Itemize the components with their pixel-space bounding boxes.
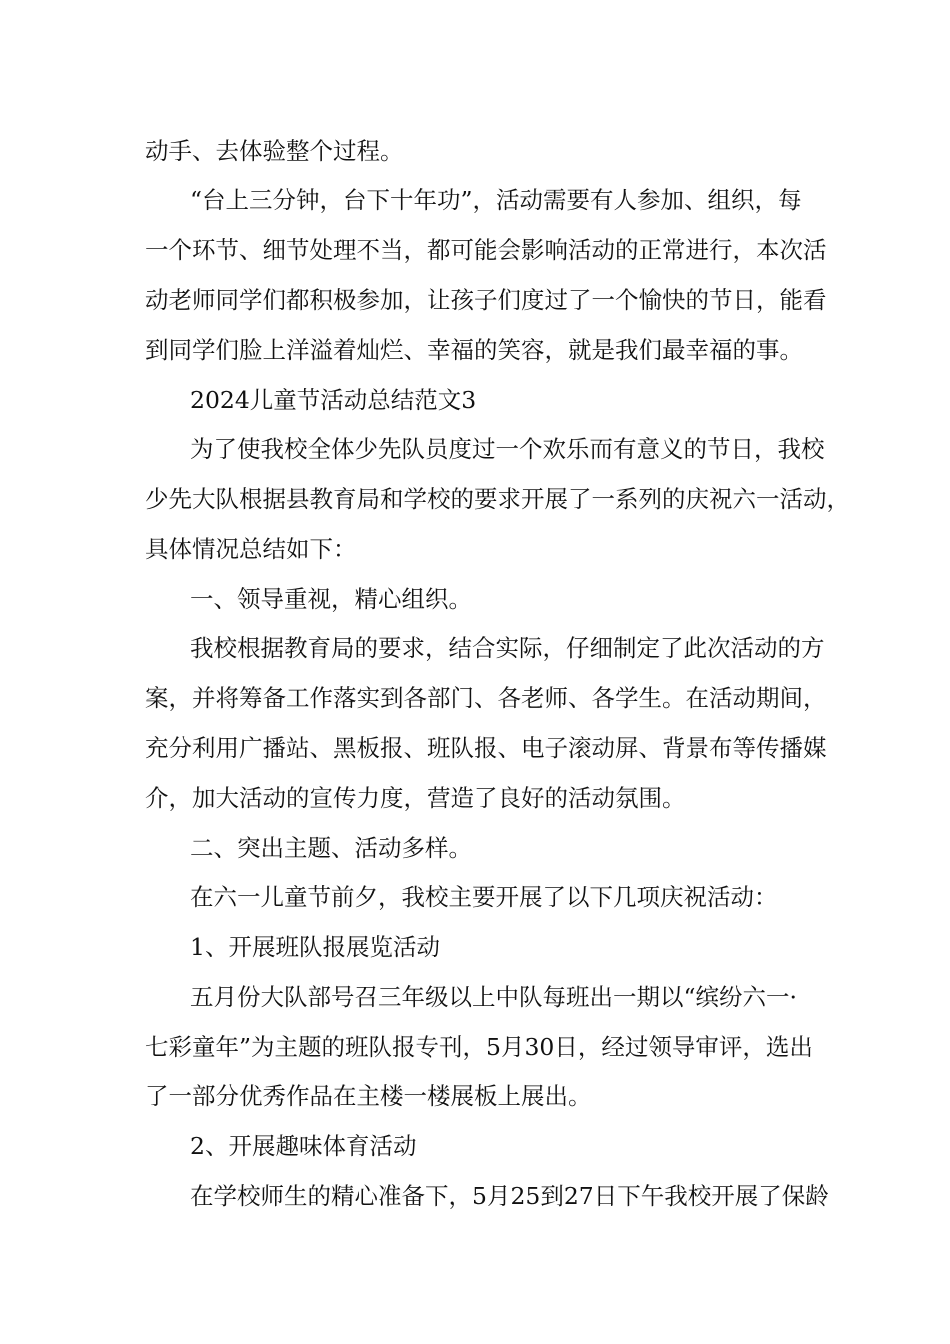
text-line: 动手、去体验整个过程。 bbox=[145, 137, 404, 165]
text-line: 一个环节、细节处理不当，都可能会影响活动的正常进行，本次活 bbox=[145, 236, 827, 264]
sub-heading: 二、突出主题、活动多样。 bbox=[190, 834, 472, 862]
text-line: “台上三分钟，台下十年功”，活动需要有人参加、组织，每 bbox=[190, 186, 802, 214]
text-line: 为了使我校全体少先队员度过一个欢乐而有意义的节日，我校 bbox=[190, 435, 825, 463]
text-line: 在学校师生的精心准备下，5月25到27日下午我校开展了保龄 bbox=[190, 1182, 829, 1210]
text-line: 动老师同学们都积极参加，让孩子们度过了一个愉快的节日，能看 bbox=[145, 286, 827, 314]
text-line: 我校根据教育局的要求，结合实际，仔细制定了此次活动的方 bbox=[190, 634, 825, 662]
text-line: 五月份大队部号召三年级以上中队每班出一期以“缤纷六一· bbox=[190, 983, 797, 1011]
text-line: 介，加大活动的宣传力度，营造了良好的活动氛围。 bbox=[145, 784, 686, 812]
text-line: 案，并将筹备工作落实到各部门、各老师、各学生。在活动期间， bbox=[145, 684, 827, 712]
text-line: 充分利用广播站、黑板报、班队报、电子滚动屏、背景布等传播媒 bbox=[145, 734, 827, 762]
sub-heading: 一、领导重视，精心组织。 bbox=[190, 585, 472, 613]
list-item: 1、开展班队报展览活动 bbox=[190, 933, 440, 961]
text-line: 具体情况总结如下： bbox=[145, 535, 357, 563]
text-line: 少先大队根据县教育局和学校的要求开展了一系列的庆祝六一活动， bbox=[145, 485, 850, 513]
text-line: 了一部分优秀作品在主楼一楼展板上展出。 bbox=[145, 1082, 592, 1110]
section-heading: 2024儿童节活动总结范文3 bbox=[190, 386, 477, 414]
text-line: 七彩童年”为主题的班队报专刊，5月30日，经过领导审评，选出 bbox=[145, 1033, 813, 1061]
list-item: 2、开展趣味体育活动 bbox=[190, 1132, 417, 1160]
text-line: 在六一儿童节前夕，我校主要开展了以下几项庆祝活动： bbox=[190, 883, 778, 911]
text-line: 到同学们脸上洋溢着灿烂、幸福的笑容，就是我们最幸福的事。 bbox=[145, 336, 803, 364]
